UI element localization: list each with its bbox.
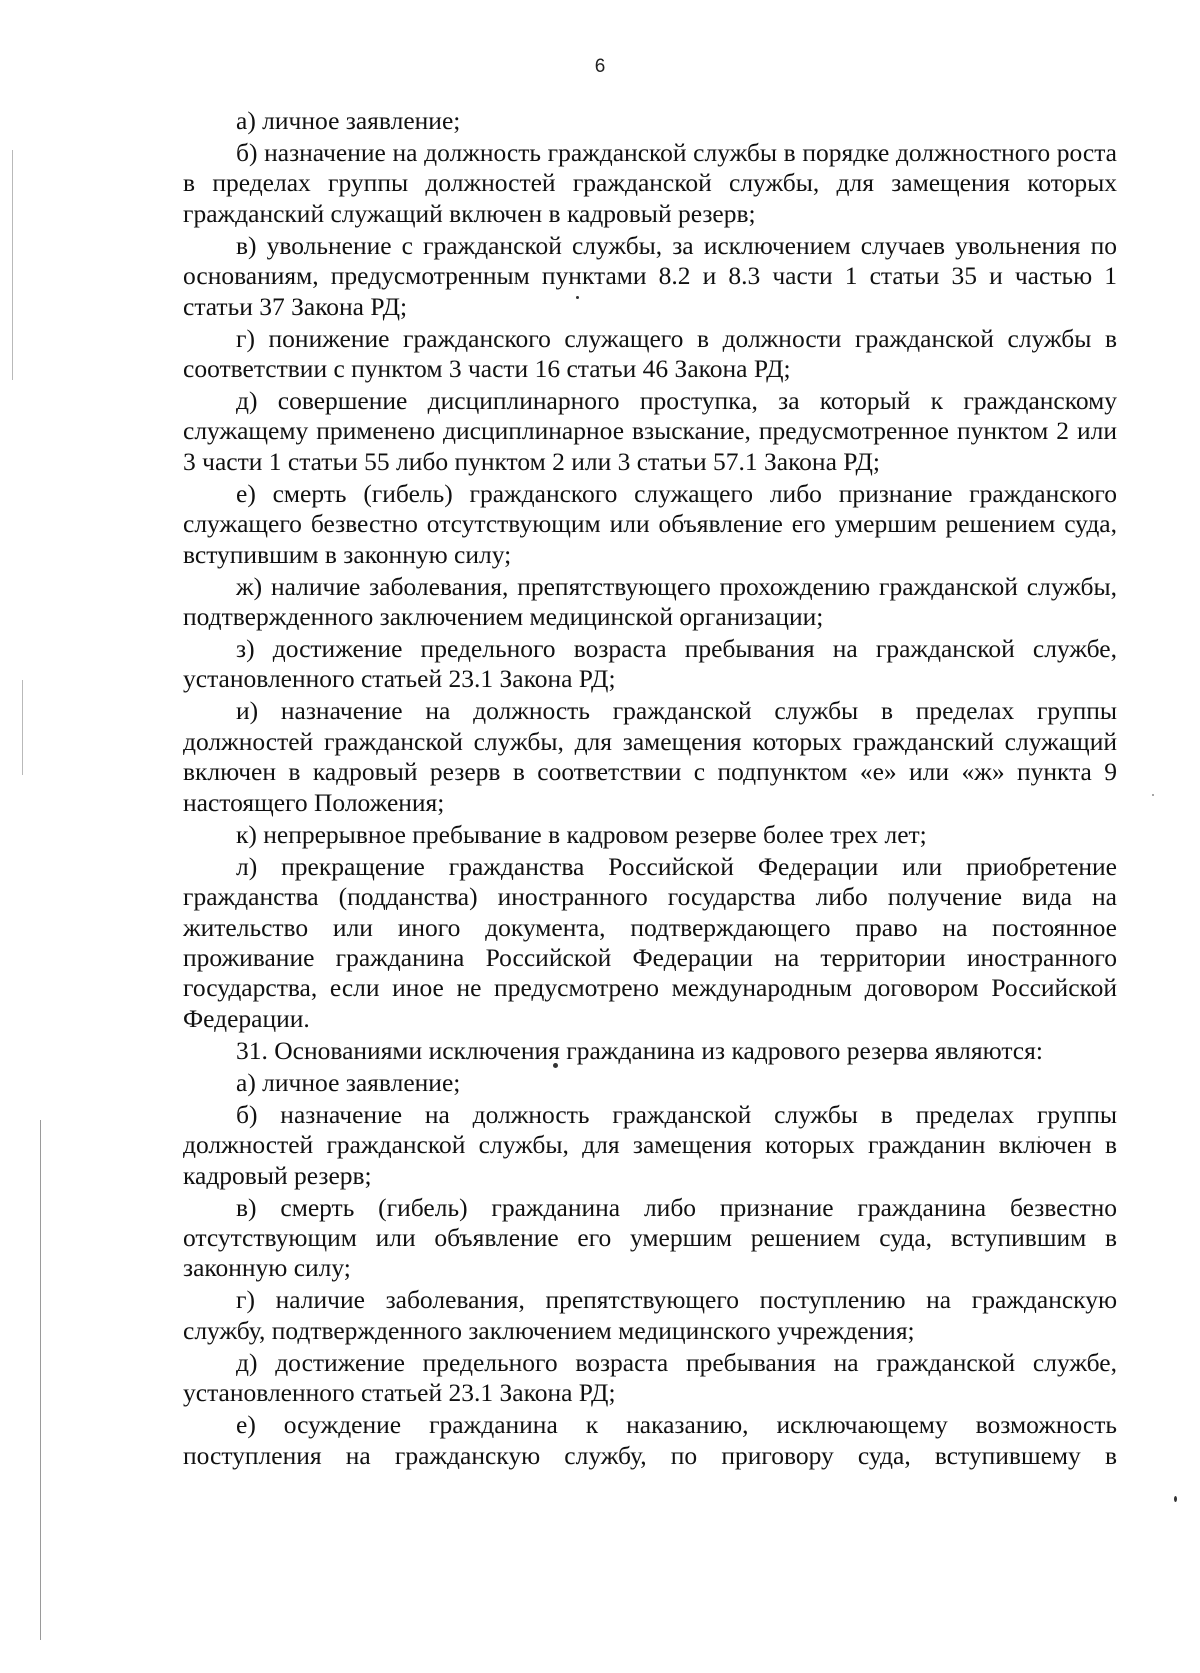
paragraph: г) понижение гражданского служащего в должности гражданской службы в соответствии с пунктом 3 части 16 статьи 46 Закона РД; <box>183 323 1117 384</box>
paragraph: б) назначение на должность гражданской службы в порядке должностного роста в пределах группы должностей гражданской службы, для замещения которых гражданский служащий включен в кадровый резерв; <box>183 138 1117 228</box>
paragraph: а) личное заявление; <box>236 1067 461 1097</box>
paragraph: ж) наличие заболевания, препятствующего прохождению гражданской службы, подтвержденного заключением медицинской организации; <box>183 571 1117 632</box>
paragraph: 31. Основаниями исключения гражданина из кадрового резерва являются: <box>236 1035 1043 1065</box>
scan-artifact-dot <box>1174 1496 1177 1502</box>
page-number: 6 <box>594 56 606 77</box>
paragraph: а) личное заявление; <box>236 106 461 135</box>
document-text-body <box>183 106 1117 1473</box>
paragraph: л) прекращение гражданства Российской Федерации или приобретение гражданства (подданства) иностранного государства либо получение вида на жительство или иного документа, подтверждающего право на постоянное проживание гражданина Российской Федерации на территории иностранного государства, если иное не предусмотрено международным договором Российской Федерации. <box>183 851 1117 1033</box>
scan-artifact-dot <box>1152 794 1154 796</box>
paragraph: в) увольнение с гражданской службы, за исключением случаев увольнения по основаниям, предусмотренным пунктами 8.2 и 8.3 части 1 статьи 35 и частью 1 статьи 37 Закона РД; <box>183 230 1117 321</box>
paragraph-continued: е) осуждение гражданина к наказанию, исключающему возможность поступления на гражданскую службу, по приговору суда, вступившему в <box>183 1410 1117 1470</box>
paragraph: к) непрерывное пребывание в кадровом резерве более трех лет; <box>236 819 927 849</box>
paragraph: в) смерть (гибель) гражданина либо признание гражданина безвестно отсутствующим или объявление его умершим решением суда, вступившим в законную силу; <box>183 1192 1117 1283</box>
paragraph: б) назначение на должность гражданской службы в пределах группы должностей гражданской службы, для замещения которых гражданин включен в кадровый резерв; <box>183 1099 1117 1190</box>
paragraph: г) наличие заболевания, препятствующего поступлению на гражданскую службу, подтвержденного заключением медицинского учреждения; <box>183 1285 1117 1345</box>
paragraph: д) совершение дисциплинарного проступка, за который к гражданскому служащему применено дисциплинарное взыскание, предусмотренное пунктом 2 или 3 части 1 статьи 55 либо пунктом 2 или 3 статьи 57.1 Закона РД; <box>183 386 1117 476</box>
scan-artifact-line <box>40 1120 41 1640</box>
scan-artifact-line <box>22 680 23 775</box>
scan-artifact-line <box>12 150 13 380</box>
paragraph: е) смерть (гибель) гражданского служащего либо признание гражданского служащего безвестно отсутствующим или объявление его умершим решением суда, вступившим в законную силу; <box>183 478 1117 569</box>
paragraph: д) достижение предельного возраста пребывания на гражданской службе, установленного статьей 23.1 Закона РД; <box>183 1347 1117 1408</box>
paragraph: и) назначение на должность гражданской службы в пределах группы должностей гражданской службы, для замещения которых гражданский служащий включен в кадровый резерв в соответствии с подпунктом «е» или «ж» пункта 9 настоящего Положения; <box>183 696 1117 817</box>
paragraph: з) достижение предельного возраста пребывания на гражданской службе, установленного статьей 23.1 Закона РД; <box>183 634 1117 694</box>
